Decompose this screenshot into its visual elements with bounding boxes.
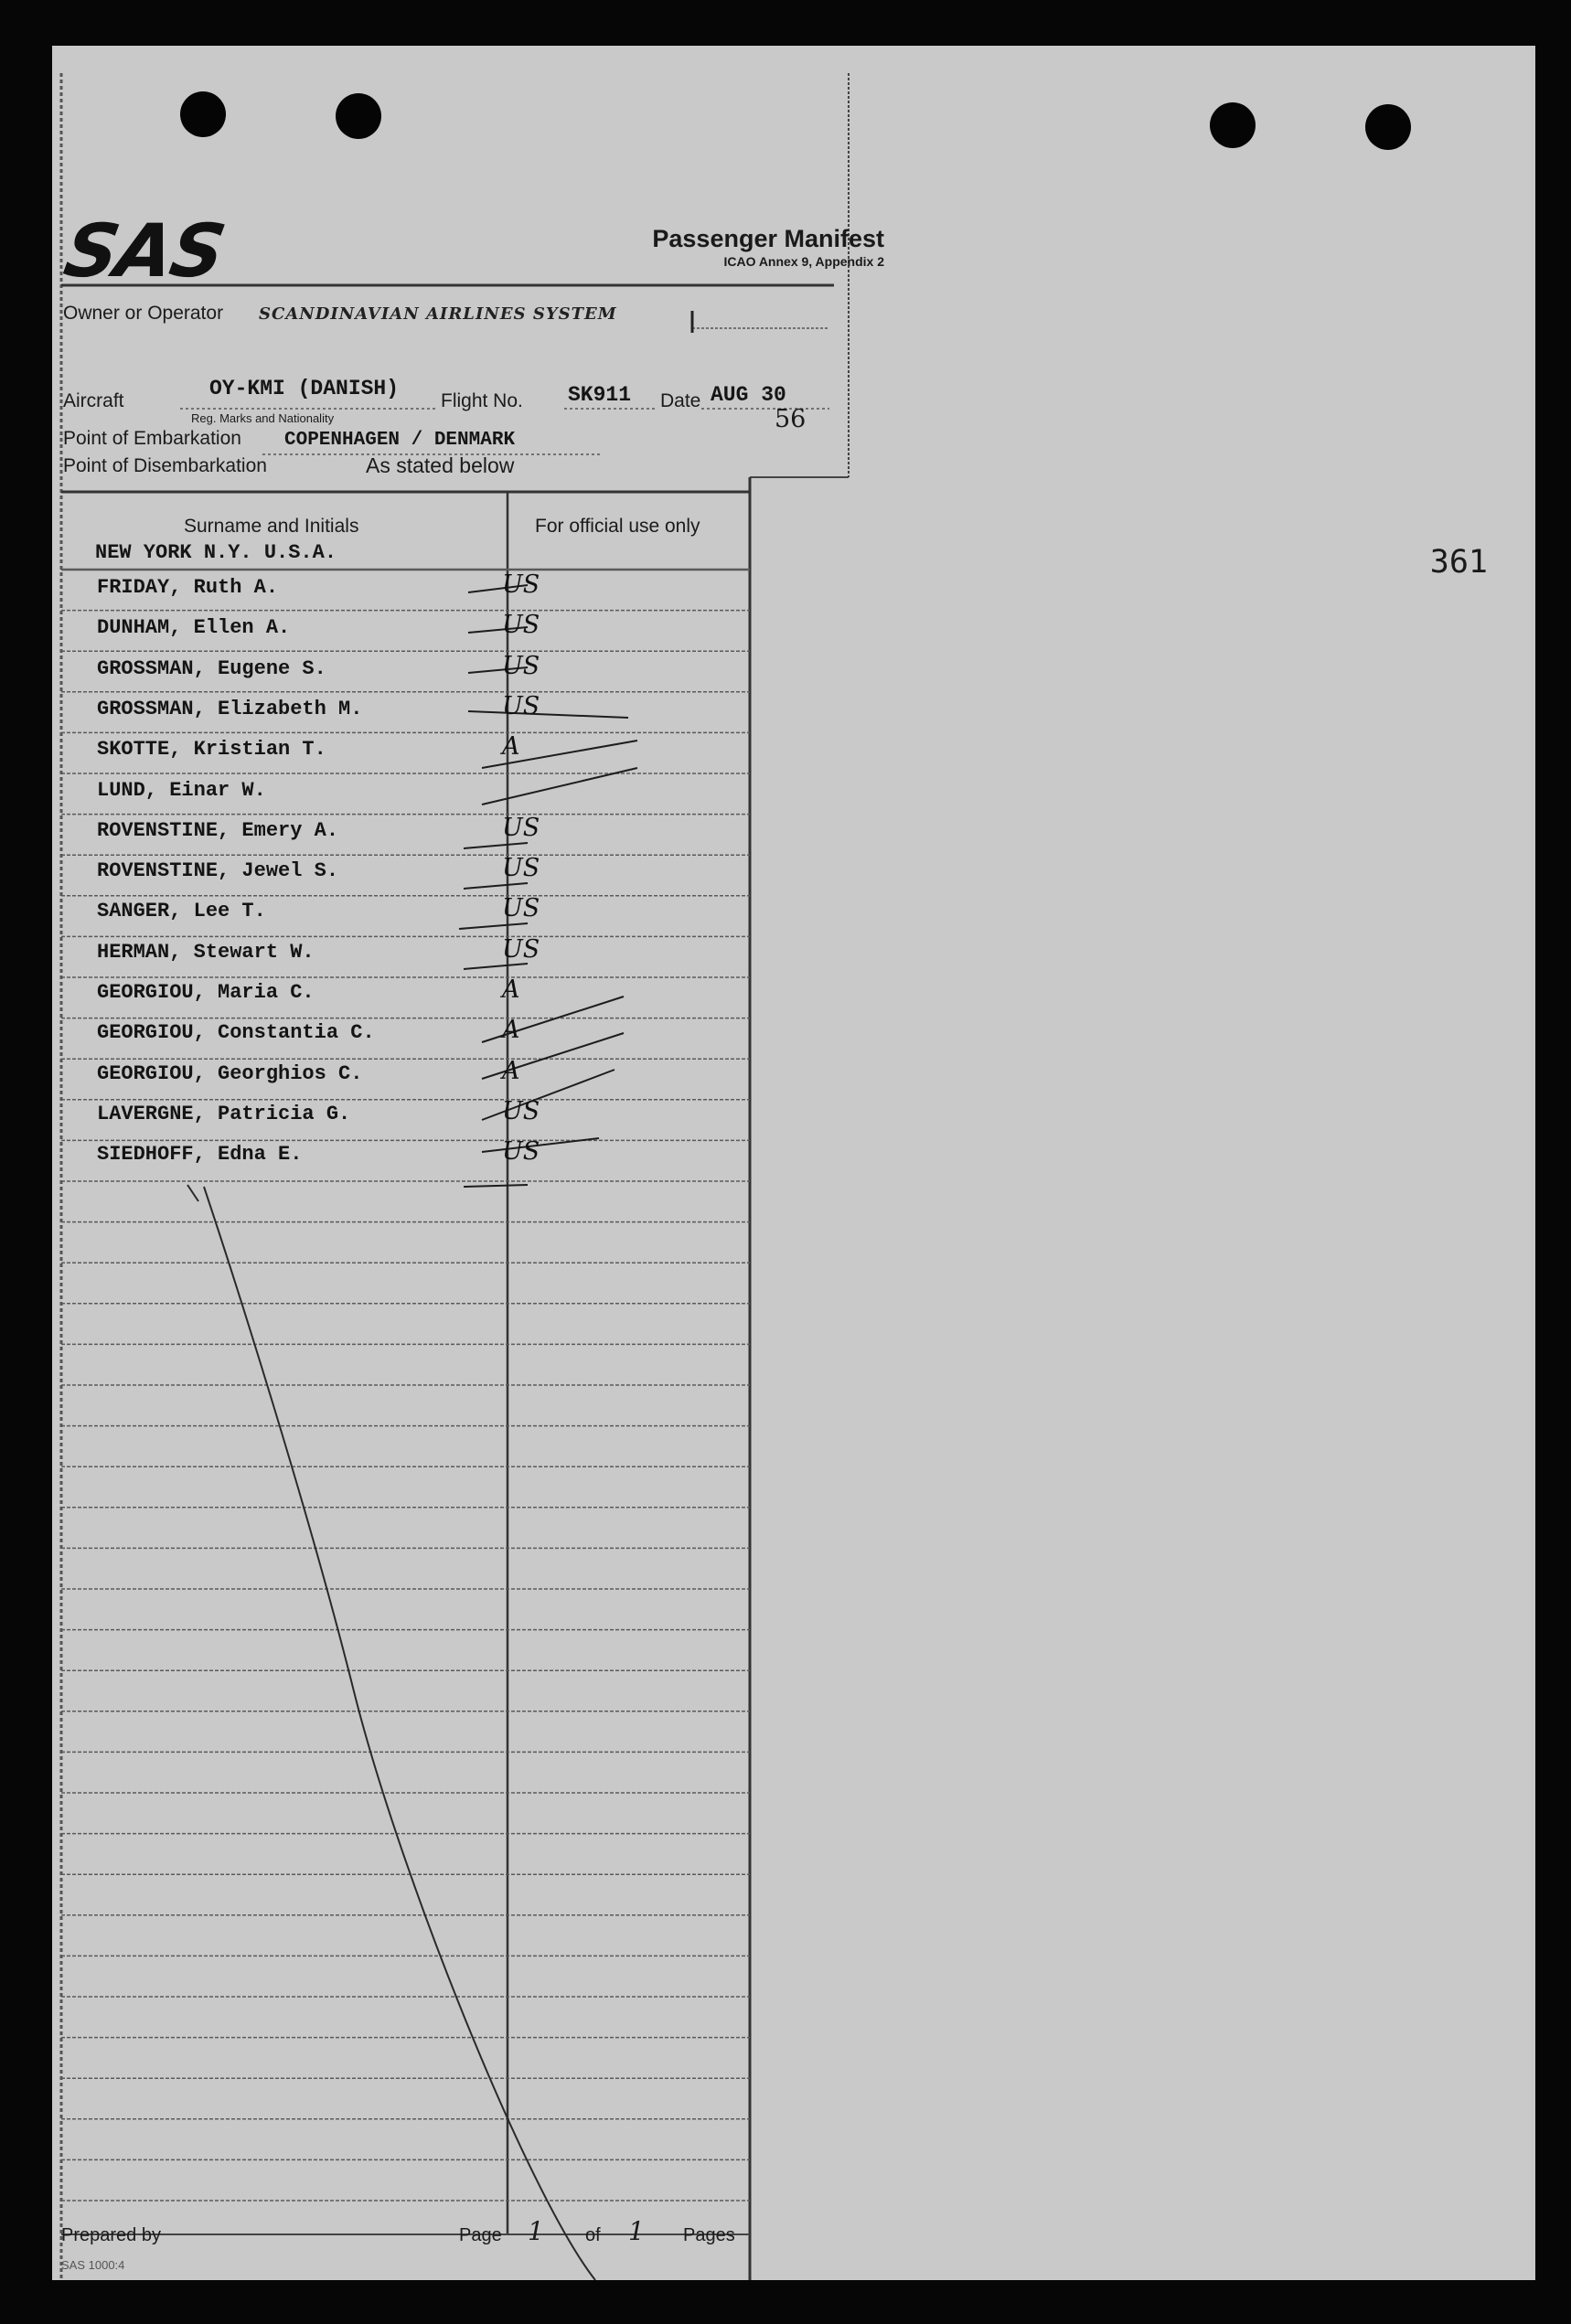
passenger-name: LAVERGNE, Patricia G. — [97, 1102, 351, 1125]
flight-label: Flight No. — [441, 390, 523, 411]
pen-stroke — [204, 1187, 595, 2280]
pen-strike — [468, 711, 628, 718]
page-total: 1 — [628, 2216, 645, 2246]
passenger-name: GEORGIOU, Maria C. — [97, 981, 315, 1004]
reg-marks-caption: Reg. Marks and Nationality — [191, 411, 335, 425]
pen-strike — [464, 964, 528, 969]
pen-strike — [482, 768, 637, 805]
manifest-page — [52, 46, 1535, 2280]
date-value: AUG 30 — [711, 383, 786, 407]
form-title: Passenger Manifest — [652, 225, 884, 252]
pen-strike — [459, 923, 528, 929]
disembarkation-label: Point of Disembarkation — [63, 455, 267, 476]
official-mark: A — [502, 1056, 520, 1085]
aircraft-value: OY-KMI (DANISH) — [209, 377, 400, 400]
official-mark: US — [502, 1137, 540, 1167]
passenger-name: GROSSMAN, Eugene S. — [97, 656, 326, 680]
official-mark: US — [502, 854, 540, 883]
passenger-name: GEORGIOU, Georghios C. — [97, 1061, 363, 1085]
date-label: Date — [660, 390, 701, 411]
archive-page-number: 361 — [1429, 544, 1488, 581]
prepared-by-label: Prepared by — [61, 2225, 161, 2245]
official-column-header: For official use only — [535, 516, 700, 537]
official-mark: A — [502, 732, 520, 762]
official-mark: US — [502, 1096, 540, 1125]
form-subtitle: ICAO Annex 9, Appendix 2 — [723, 254, 884, 269]
official-mark: A — [502, 975, 520, 1004]
official-mark: A — [502, 1016, 520, 1045]
passenger-name: DUNHAM, Ellen A. — [97, 616, 291, 640]
official-mark: US — [502, 813, 540, 842]
official-mark: US — [502, 934, 540, 964]
official-mark: US — [502, 691, 540, 720]
owner-label: Owner or Operator — [63, 303, 224, 324]
sas-logo: SAS — [58, 208, 230, 293]
passenger-name: HERMAN, Stewart W. — [97, 940, 315, 964]
passenger-name: GROSSMAN, Elizabeth M. — [97, 697, 363, 720]
owner-value: SCANDINAVIAN AIRLINES SYSTEM — [259, 304, 617, 324]
flight-value: SK911 — [568, 383, 632, 407]
of-label: of — [585, 2225, 601, 2245]
passenger-name: FRIDAY, Ruth A. — [97, 576, 279, 599]
date-year: 56 — [775, 405, 807, 433]
names-column-header: Surname and Initials — [184, 516, 359, 537]
form-code: SAS 1000:4 — [61, 2258, 125, 2272]
pen-strike — [464, 883, 528, 889]
pen-strike — [464, 1185, 528, 1187]
disembarkation-value: As stated below — [366, 453, 515, 477]
passenger-name: LUND, Einar W. — [97, 778, 266, 802]
page-label: Page — [459, 2225, 502, 2245]
pen-strike — [464, 843, 528, 848]
embarkation-value: COPENHAGEN / DENMARK — [284, 430, 516, 451]
pages-label: Pages — [683, 2225, 735, 2245]
passenger-name: SIEDHOFF, Edna E. — [97, 1143, 303, 1167]
passenger-name: ROVENSTINE, Jewel S. — [97, 859, 339, 883]
passenger-name: SKOTTE, Kristian T. — [97, 738, 326, 762]
aircraft-label: Aircraft — [63, 390, 124, 411]
official-mark: US — [502, 570, 540, 599]
passenger-name: SANGER, Lee T. — [97, 900, 266, 923]
passenger-name: GEORGIOU, Constantia C. — [97, 1021, 375, 1045]
passenger-name: ROVENSTINE, Emery A. — [97, 818, 339, 842]
official-mark: US — [502, 651, 540, 680]
destination: NEW YORK N.Y. U.S.A. — [95, 541, 337, 564]
official-mark: US — [502, 611, 540, 640]
official-mark: US — [502, 894, 540, 923]
embarkation-label: Point of Embarkation — [63, 428, 241, 449]
page-number: 1 — [528, 2216, 544, 2246]
